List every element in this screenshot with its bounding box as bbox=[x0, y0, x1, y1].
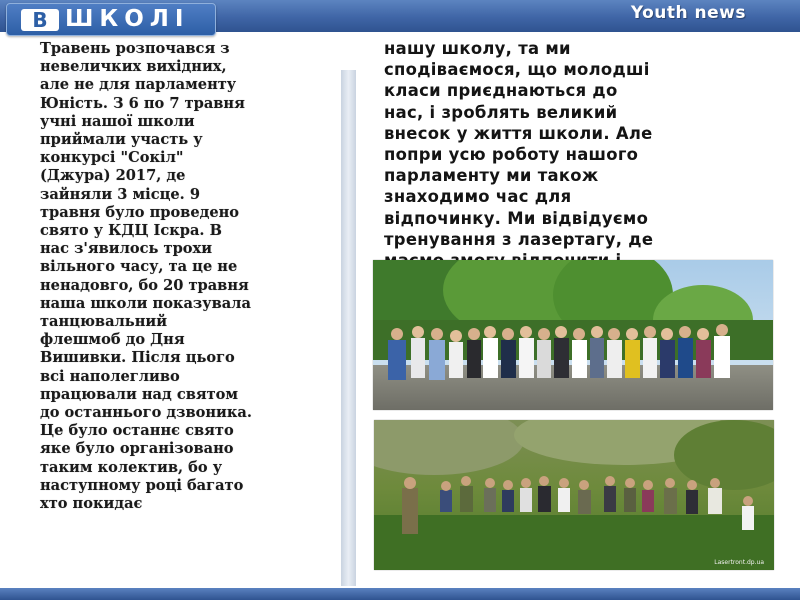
footer-band bbox=[0, 588, 800, 600]
column-divider bbox=[341, 70, 356, 586]
article-line: тренування з лазертагу, де bbox=[384, 229, 654, 249]
photo-watermark: Lasertront.dp.ua bbox=[714, 559, 764, 566]
article-line: наступному році багато bbox=[40, 476, 244, 494]
article-line: попри усю роботу нашого bbox=[384, 145, 639, 165]
article-line: вільного часу, та це не bbox=[40, 258, 238, 276]
article-line: невеличких вихідних, bbox=[40, 58, 227, 76]
article-line: танцювальний bbox=[40, 313, 168, 331]
article-line: Вишивки. Після цього bbox=[40, 349, 235, 367]
article-line: флешмоб до Дня bbox=[40, 331, 185, 349]
article-line: Юність. З 6 по 7 травня bbox=[40, 94, 245, 112]
article-line: сподіваємося, що молодші bbox=[384, 60, 650, 80]
article-line: нас, і зроблять великий bbox=[384, 102, 618, 122]
news-title: Youth news bbox=[630, 3, 746, 23]
article-line: таким колектив, бо у bbox=[40, 458, 223, 476]
logo-text: ШКОЛІ bbox=[65, 6, 190, 32]
article-line: приймали участь у bbox=[40, 131, 203, 149]
article-line: внесок у життя школи. Але bbox=[384, 123, 653, 143]
group-photo-lasertag bbox=[374, 420, 774, 570]
article-line: до останнього дзвоника. bbox=[40, 404, 252, 422]
article-line: відпочинку. Ми відвідуємо bbox=[384, 208, 649, 228]
article-line: конкурсі "Сокіл" bbox=[40, 149, 184, 167]
logo-letter-icon: В bbox=[21, 9, 59, 31]
article-line: Це було останнє свято bbox=[40, 422, 234, 440]
group-photo-park bbox=[373, 260, 773, 410]
article-line: хто покидає bbox=[40, 495, 143, 513]
article-line: класи приєднаються до bbox=[384, 81, 618, 101]
article-line: (Джура) 2017, де bbox=[40, 167, 186, 185]
article-line: наша школи показувала bbox=[40, 294, 251, 312]
article-line: нашу школу, та ми bbox=[384, 39, 571, 58]
school-logo bbox=[6, 3, 216, 36]
article-line: всі наполегливо bbox=[40, 367, 180, 385]
article-line: зайняли 3 місце. 9 bbox=[40, 185, 200, 203]
article-line: учні нашої школи bbox=[40, 112, 195, 130]
article-line: Травень розпочався з bbox=[40, 40, 230, 57]
article-line: працювали над святом bbox=[40, 385, 239, 403]
article-line: знаходимо час для bbox=[384, 187, 572, 207]
article-line: травня було проведено bbox=[40, 203, 240, 221]
article-line: свято у КДЦ Іскра. В bbox=[40, 222, 222, 240]
article-line: яке було організовано bbox=[40, 440, 234, 458]
article-line: парламенту ми також bbox=[384, 166, 599, 186]
article-right-column bbox=[384, 38, 784, 292]
article-line: ненадовго, бо 20 травня bbox=[40, 276, 249, 294]
article-left-column bbox=[40, 40, 342, 513]
article-line: але не для парламенту bbox=[40, 76, 237, 94]
article-line: нас з'явилось трохи bbox=[40, 240, 213, 258]
